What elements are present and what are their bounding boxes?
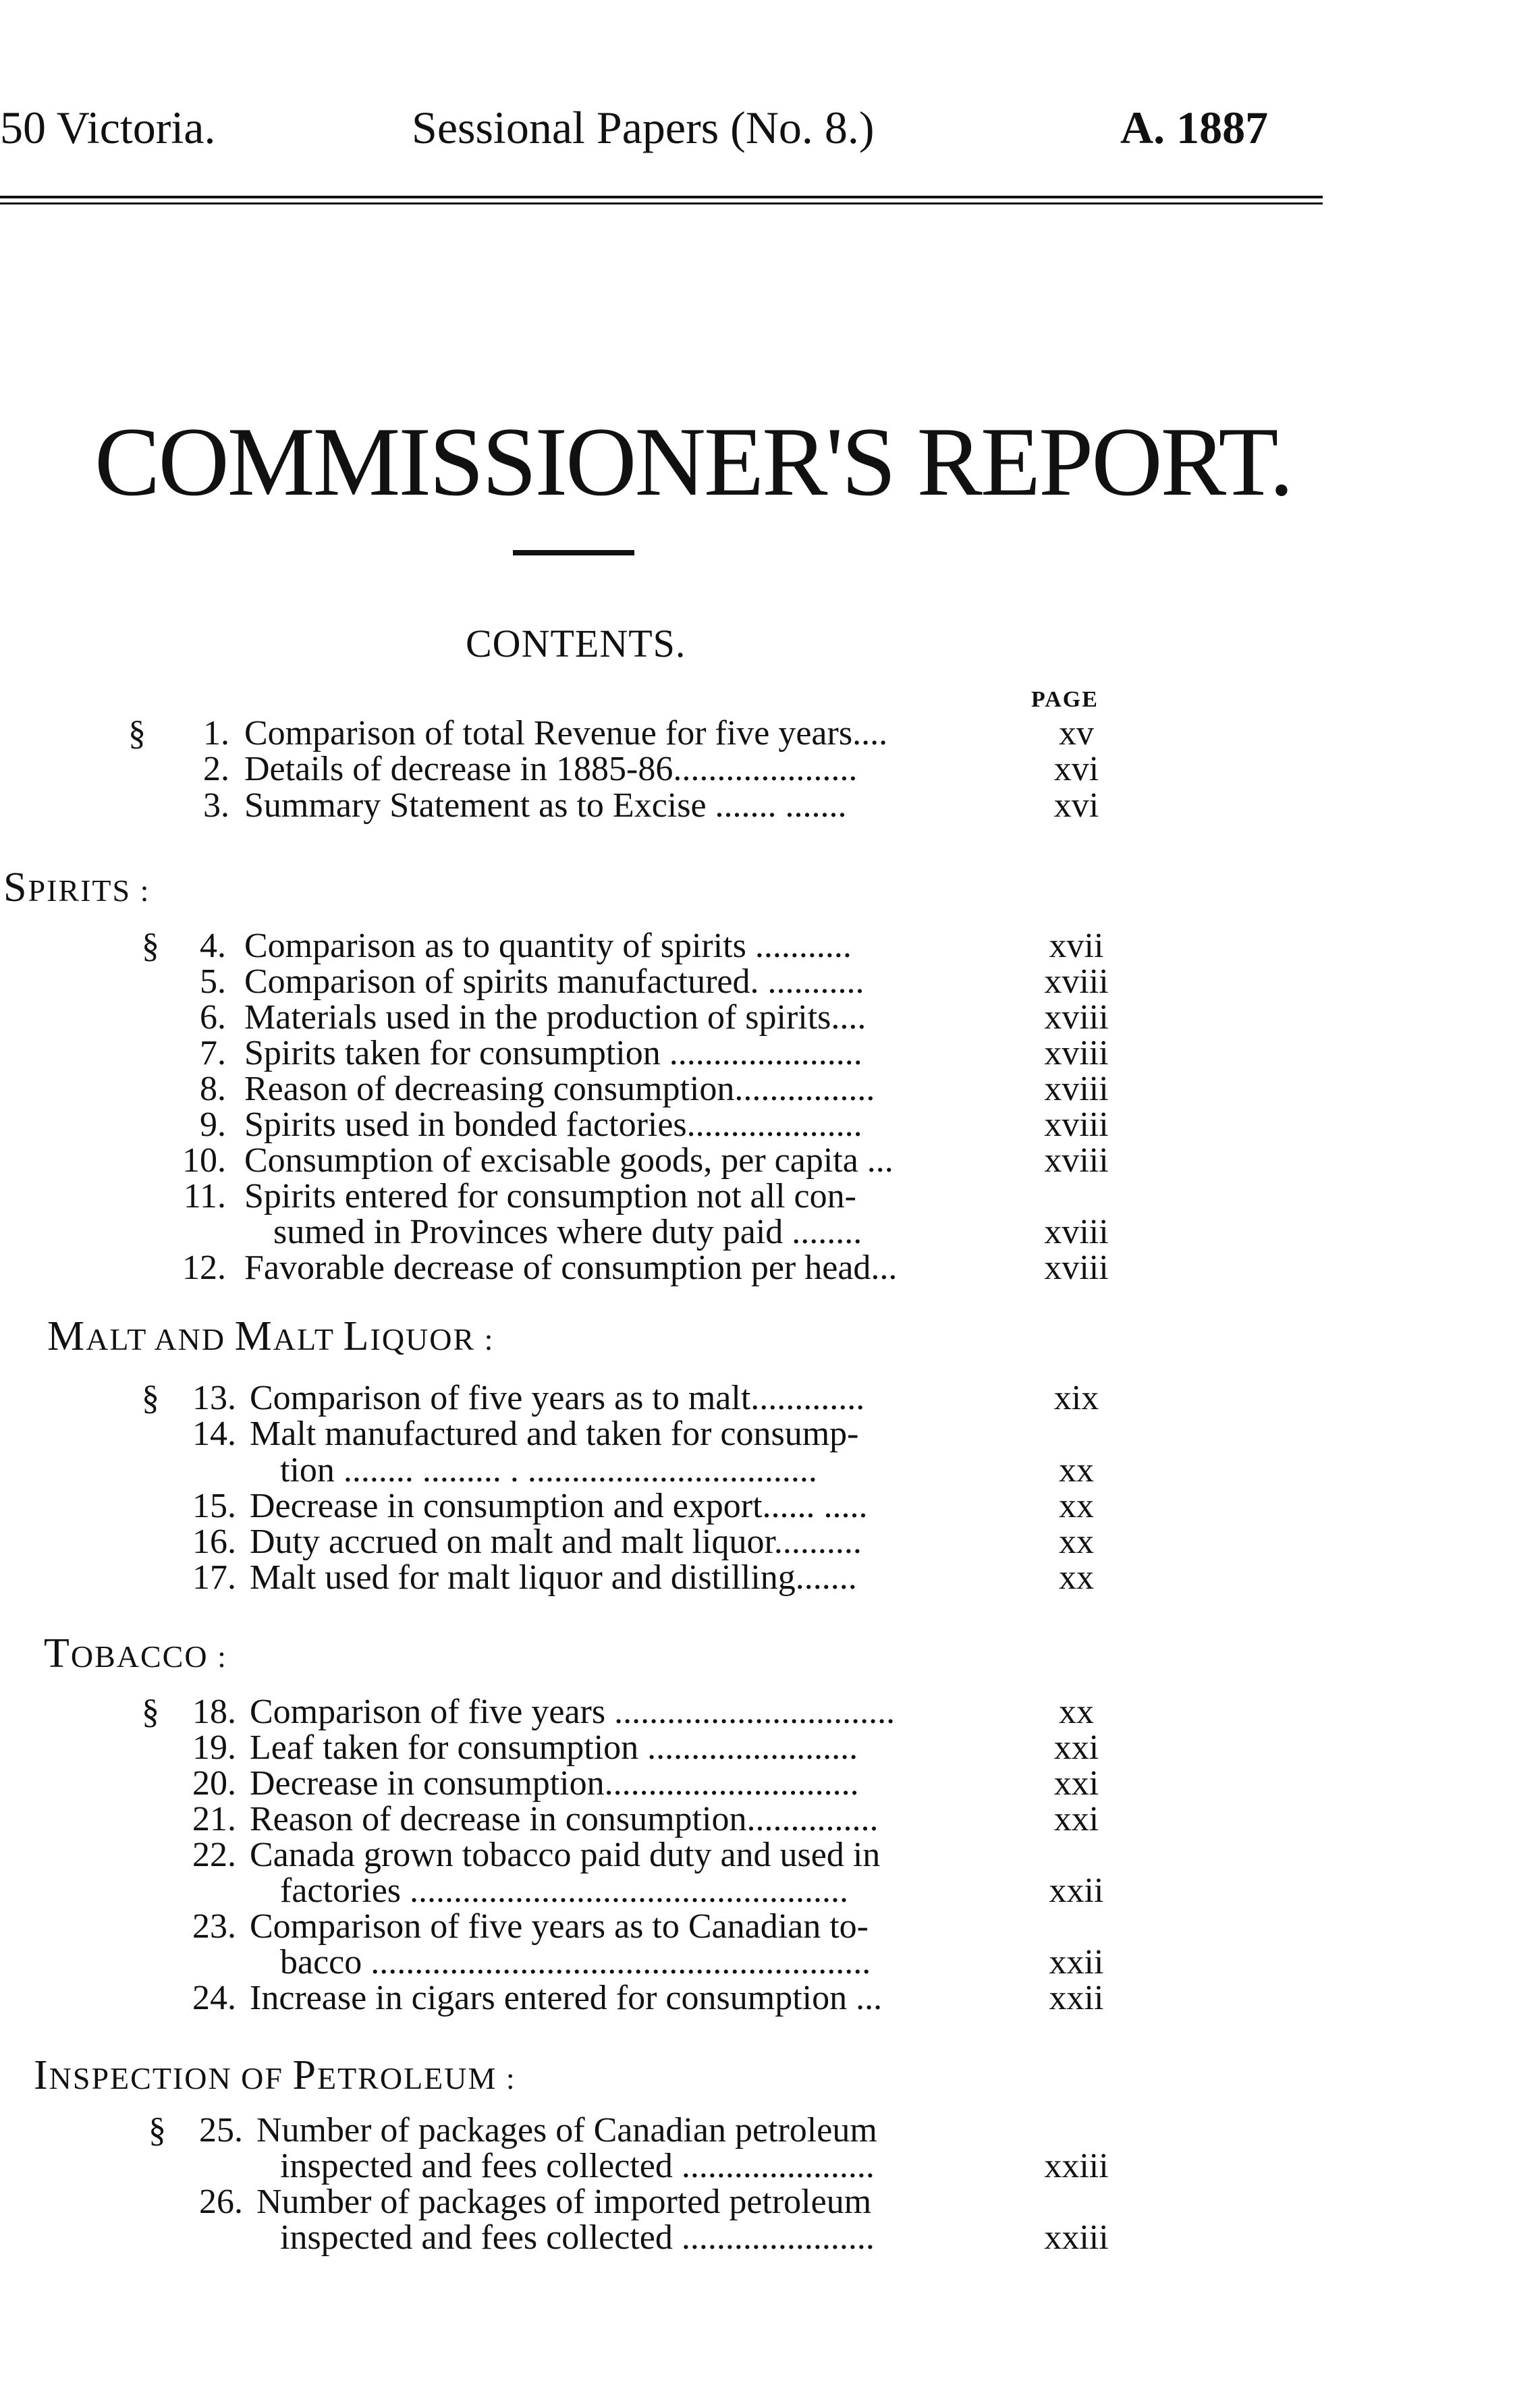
section-heading-malt: MALT AND MALT LIQUOR : xyxy=(47,1313,495,1359)
entry-page: xviii xyxy=(1044,998,1109,1037)
section-mark: § xyxy=(142,1693,159,1731)
entry-number: 24. xyxy=(192,1979,236,2017)
entry-page: xx xyxy=(1059,1487,1094,1525)
toc-entry xyxy=(0,1071,1540,1107)
section-mark: § xyxy=(142,1379,159,1417)
header-year: A. 1887 xyxy=(1120,102,1269,153)
entry-page: xx xyxy=(1059,1558,1094,1597)
section-mark: § xyxy=(148,2111,166,2150)
entry-text: Comparison as to quantity of spirits ........... xyxy=(244,928,852,964)
entry-text: Duty accrued on malt and malt liquor.......... xyxy=(250,1524,862,1560)
entry-text: Details of decrease in 1885-86..................... xyxy=(244,751,858,788)
section-mark: § xyxy=(128,714,146,752)
toc-entry-continuation xyxy=(0,1944,1540,1981)
entry-page: xxii xyxy=(1049,1871,1104,1910)
entry-text: Spirits entered for consumption not all con- xyxy=(244,1178,856,1215)
entry-page: xxiii xyxy=(1044,2147,1109,2185)
entry-text: sumed in Provinces where duty paid ........ xyxy=(273,1214,862,1251)
entry-page: xx xyxy=(1059,1693,1094,1731)
entry-number: 18. xyxy=(192,1693,236,1731)
entry-text: Increase in cigars entered for consumption ... xyxy=(250,1980,883,2017)
toc-entry xyxy=(0,1380,1540,1417)
entry-text: Spirits used in bonded factories.................... xyxy=(244,1107,862,1143)
entry-number: 11. xyxy=(183,1177,226,1215)
toc-entry xyxy=(0,1766,1540,1802)
entry-text: inspected and fees collected ...................... xyxy=(280,2148,875,2185)
entry-text: Comparison of total Revenue for five years.... xyxy=(244,715,888,752)
entry-number: 13. xyxy=(192,1379,236,1417)
entry-text: Number of packages of imported petroleum xyxy=(256,2184,872,2220)
entry-text: bacco ......................................................... xyxy=(280,1944,871,1981)
entry-page: xviii xyxy=(1044,1213,1109,1251)
entry-number: 20. xyxy=(192,1764,236,1803)
entry-number: 16. xyxy=(192,1523,236,1561)
toc-entry xyxy=(0,1416,1540,1452)
header-rule-bottom xyxy=(0,202,1323,204)
entry-page: xxi xyxy=(1053,1728,1099,1767)
section-heading-petroleum: INSPECTION OF PETROLEUM : xyxy=(34,2052,516,2098)
toc-entry xyxy=(0,1524,1540,1560)
entry-number: 14. xyxy=(192,1415,236,1453)
entry-text: Decrease in consumption and export...... ..... xyxy=(250,1488,868,1525)
page-column-label: PAGE xyxy=(1031,687,1099,712)
entry-number: 15. xyxy=(192,1487,236,1525)
toc-entry xyxy=(0,928,1540,964)
entry-number: 23. xyxy=(192,1907,236,1946)
entry-text: Summary Statement as to Excise ....... ....... xyxy=(244,788,847,824)
entry-page: xxii xyxy=(1049,1979,1104,2017)
entry-page: xviii xyxy=(1044,1105,1109,1144)
toc-entry-continuation xyxy=(0,2220,1540,2256)
entry-number: 7. xyxy=(200,1034,226,1072)
entry-text: Leaf taken for consumption ........................ xyxy=(250,1730,858,1766)
entry-number: 6. xyxy=(200,998,226,1037)
toc-entry xyxy=(0,751,1540,788)
entry-page: xix xyxy=(1053,1379,1099,1417)
entry-number: 21. xyxy=(192,1800,236,1838)
entry-page: xvi xyxy=(1053,750,1099,788)
entry-number: 3. xyxy=(203,786,229,825)
toc-entry xyxy=(0,1730,1540,1766)
section-heading-tobacco: TOBACCO : xyxy=(44,1631,227,1676)
header-sessional-papers: Sessional Papers (No. 8.) xyxy=(412,102,875,153)
toc-entry xyxy=(0,1107,1540,1143)
toc-entry xyxy=(0,2112,1540,2149)
entry-page: xviii xyxy=(1044,1034,1109,1072)
toc-entry xyxy=(0,1909,1540,1945)
entry-text: Favorable decrease of consumption per head... xyxy=(244,1250,898,1286)
entry-page: xxii xyxy=(1049,1943,1104,1981)
toc-entry xyxy=(0,1178,1540,1215)
entry-text: Comparison of five years as to Canadian to- xyxy=(250,1909,869,1945)
entry-text: Reason of decrease in consumption............... xyxy=(250,1801,879,1838)
toc-entry xyxy=(0,1000,1540,1036)
title-divider xyxy=(513,550,634,555)
entry-page: xxi xyxy=(1053,1764,1099,1803)
entry-page: xviii xyxy=(1044,1070,1109,1108)
entry-text: Comparison of five years ................................ xyxy=(250,1694,896,1730)
toc-entry-continuation xyxy=(0,1214,1540,1251)
entry-text: Number of packages of Canadian petroleum xyxy=(256,2112,877,2149)
entry-text: Reason of decreasing consumption................ xyxy=(244,1071,875,1107)
entry-page: xviii xyxy=(1044,1249,1109,1287)
entry-number: 9. xyxy=(200,1105,226,1144)
toc-entry xyxy=(0,1837,1540,1873)
entry-text: factories .................................................. xyxy=(280,1873,849,1909)
entry-number: 12. xyxy=(182,1249,226,1287)
contents-heading: CONTENTS. xyxy=(466,622,686,665)
entry-text: Comparison of five years as to malt............. xyxy=(250,1380,865,1417)
toc-entry-continuation xyxy=(0,1873,1540,1909)
entry-text: Canada grown tobacco paid duty and used in xyxy=(250,1837,881,1873)
toc-entry xyxy=(0,964,1540,1000)
entry-page: xviii xyxy=(1044,962,1109,1001)
entry-number: 25. xyxy=(199,2111,243,2150)
entry-page: xx xyxy=(1059,1523,1094,1561)
toc-entry xyxy=(0,1143,1540,1179)
entry-page: xvi xyxy=(1053,786,1099,825)
entry-text: Consumption of excisable goods, per capita ... xyxy=(244,1143,893,1179)
toc-entry xyxy=(0,715,1540,752)
section-mark: § xyxy=(142,927,159,965)
header-volume: 50 Victoria. xyxy=(0,102,216,153)
entry-text: Malt used for malt liquor and distilling....... xyxy=(250,1560,857,1596)
toc-entry-continuation xyxy=(0,1452,1540,1489)
toc-entry xyxy=(0,788,1540,824)
entry-number: 8. xyxy=(200,1070,226,1108)
entry-page: xxiii xyxy=(1044,2218,1109,2257)
toc-entry xyxy=(0,2184,1540,2220)
entry-text: Materials used in the production of spirits.... xyxy=(244,1000,867,1036)
entry-text: Comparison of spirits manufactured. ........... xyxy=(244,964,864,1000)
entry-number: 2. xyxy=(203,750,229,788)
entry-text: Decrease in consumption............................. xyxy=(250,1766,859,1802)
toc-entry-continuation xyxy=(0,2148,1540,2185)
toc-entry xyxy=(0,1801,1540,1838)
entry-page: xviii xyxy=(1044,1141,1109,1180)
entry-number: 17. xyxy=(192,1558,236,1597)
entry-page: xxi xyxy=(1053,1800,1099,1838)
entry-page: xvii xyxy=(1049,927,1104,965)
entry-page: xv xyxy=(1059,714,1094,752)
entry-number: 4. xyxy=(200,927,226,965)
entry-text: inspected and fees collected ...................... xyxy=(280,2220,875,2256)
entry-number: 26. xyxy=(199,2183,243,2221)
page-title: COMMISSIONER'S REPORT. xyxy=(94,407,1292,516)
entry-text: Malt manufactured and taken for consump- xyxy=(250,1416,859,1452)
section-heading-spirits: SPIRITS : xyxy=(3,865,150,910)
toc-entry xyxy=(0,1488,1540,1525)
toc-entry xyxy=(0,1980,1540,2017)
entry-number: 1. xyxy=(203,714,229,752)
toc-entry xyxy=(0,1250,1540,1286)
toc-entry xyxy=(0,1035,1540,1072)
entry-number: 5. xyxy=(200,962,226,1001)
toc-entry xyxy=(0,1694,1540,1730)
toc-entry xyxy=(0,1560,1540,1596)
entry-number: 22. xyxy=(192,1836,236,1874)
header-rule-top xyxy=(0,196,1323,198)
entry-text: Spirits taken for consumption ...................... xyxy=(244,1035,862,1072)
entry-number: 19. xyxy=(192,1728,236,1767)
entry-text: tion ........ ......... . ................................. xyxy=(280,1452,817,1489)
entry-page: xx xyxy=(1059,1451,1094,1489)
entry-number: 10. xyxy=(182,1141,226,1180)
